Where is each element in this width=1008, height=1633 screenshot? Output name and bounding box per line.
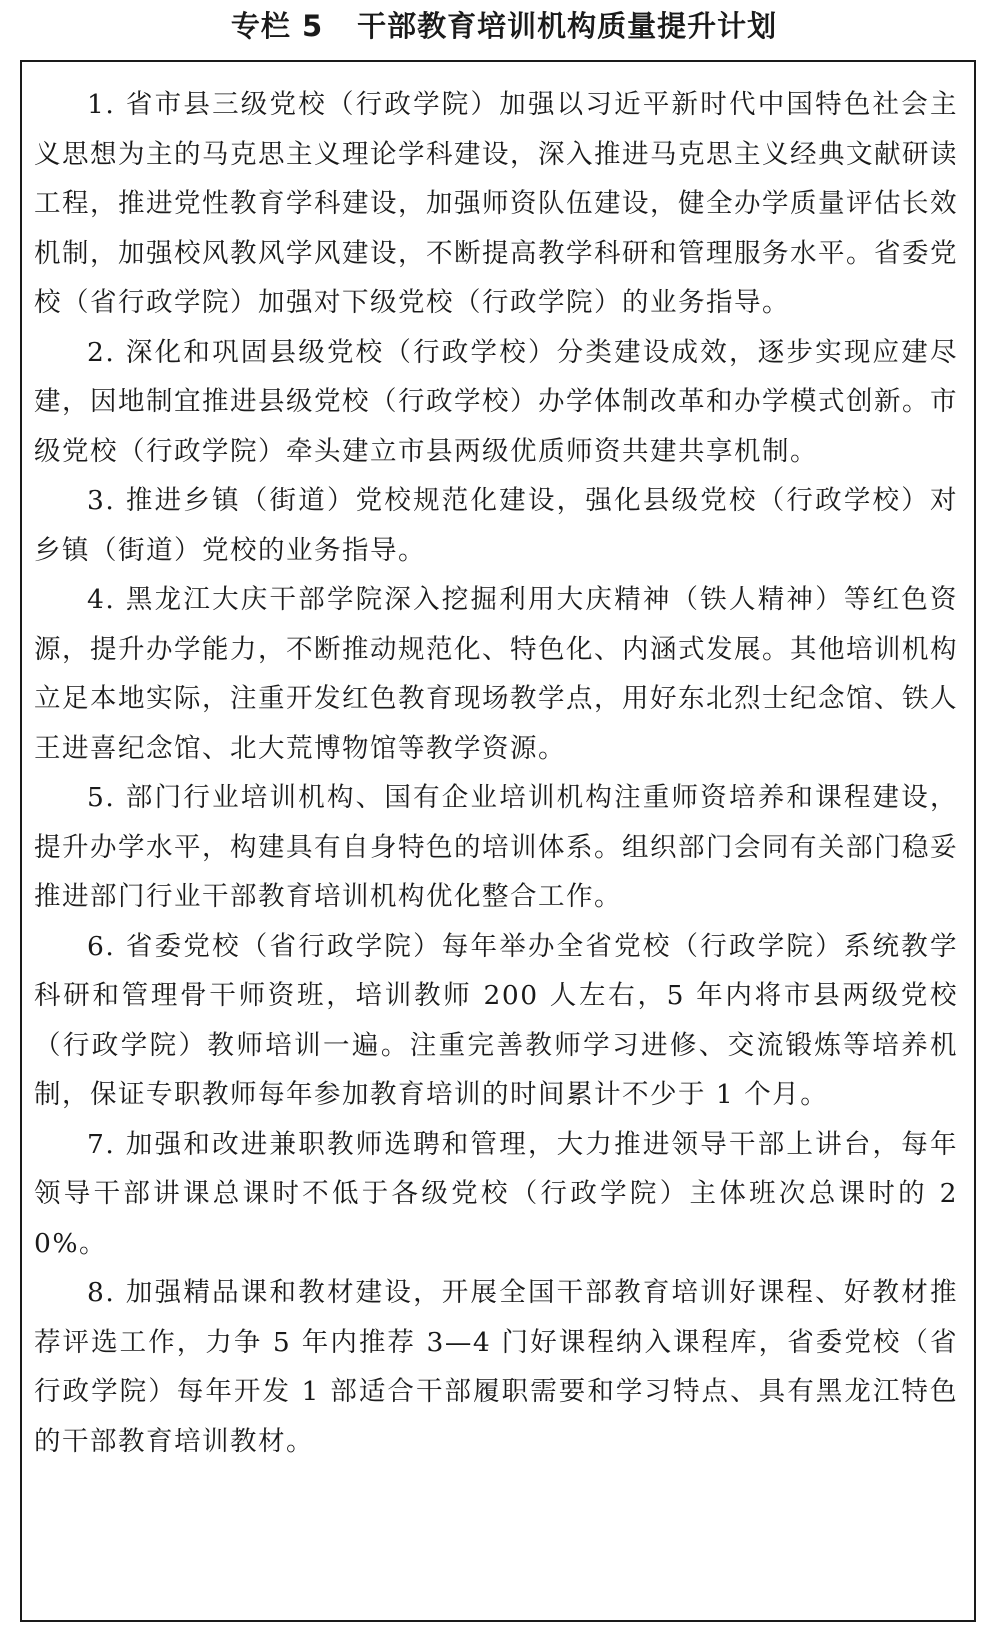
plan-item-7: 7. 加强和改进兼职教师选聘和管理，大力推进领导干部上讲台，每年领导干部讲课总课时不低于各级党校（行政学院）主体班次总课时的 20%。 xyxy=(34,1128,958,1259)
column-box xyxy=(20,60,976,1622)
column-heading xyxy=(0,0,1008,56)
plan-item-1: 1. 省市县三级党校（行政学院）加强以习近平新时代中国特色社会主义思想为主的马克思主义理论学科建设，深入推进马克思主义经典文献研读工程，推进党性教育学科建设，加强师资队伍建设，健全办学质量评估长效机制，加强校风教风学风建设，不断提高教学科研和管理服务水平。省委党校（省行政学院）加强对下级党校（行政学院）的业务指导。 xyxy=(34,89,958,318)
column-label: 专栏 5 xyxy=(230,9,324,43)
plan-item-6: 6. 省委党校（省行政学院）每年举办全省党校（行政学院）系统教学科研和管理骨干师资班，培训教师 200 人左右，5 年内将市县两级党校（行政学院）教师培训一遍。注重完善教师学习进修、交流锻炼等培养机制，保证专职教师每年参加教育培训的时间累计不少于 1 个月。 xyxy=(34,930,958,1110)
plan-item-3: 3. 推进乡镇（街道）党校规范化建设，强化县级党校（行政学校）对乡镇（街道）党校的业务指导。 xyxy=(34,485,958,566)
plan-item-4: 4. 黑龙江大庆干部学院深入挖掘利用大庆精神（铁人精神）等红色资源，提升办学能力，不断推动规范化、特色化、内涵式发展。其他培训机构立足本地实际，注重开发红色教育现场教学点，用好东北烈士纪念馆、铁人王进喜纪念馆、北大荒博物馆等教学资源。 xyxy=(34,584,958,764)
column-title: 干部教育培训机构质量提升计划 xyxy=(357,9,778,43)
plan-item-2: 2. 深化和巩固县级党校（行政学校）分类建设成效，逐步实现应建尽建，因地制宜推进县级党校（行政学校）办学体制改革和办学模式创新。市级党校（行政学院）牵头建立市县两级优质师资共建共享机制。 xyxy=(34,336,958,467)
plan-item-5: 5. 部门行业培训机构、国有企业培训机构注重师资培养和课程建设，提升办学水平，构建具有自身特色的培训体系。组织部门会同有关部门稳妥推进部门行业干部教育培训机构优化整合工作。 xyxy=(34,782,958,912)
plan-item-8: 8. 加强精品课和教材建设，开展全国干部教育培训好课程、好教材推荐评选工作，力争 5 年内推荐 3—4 门好课程纳入课程库，省委党校（省行政学院）每年开发 1 部适合干部履职需要和学习特点、具有黑龙江特色的干部教育培训教材。 xyxy=(34,1277,958,1457)
